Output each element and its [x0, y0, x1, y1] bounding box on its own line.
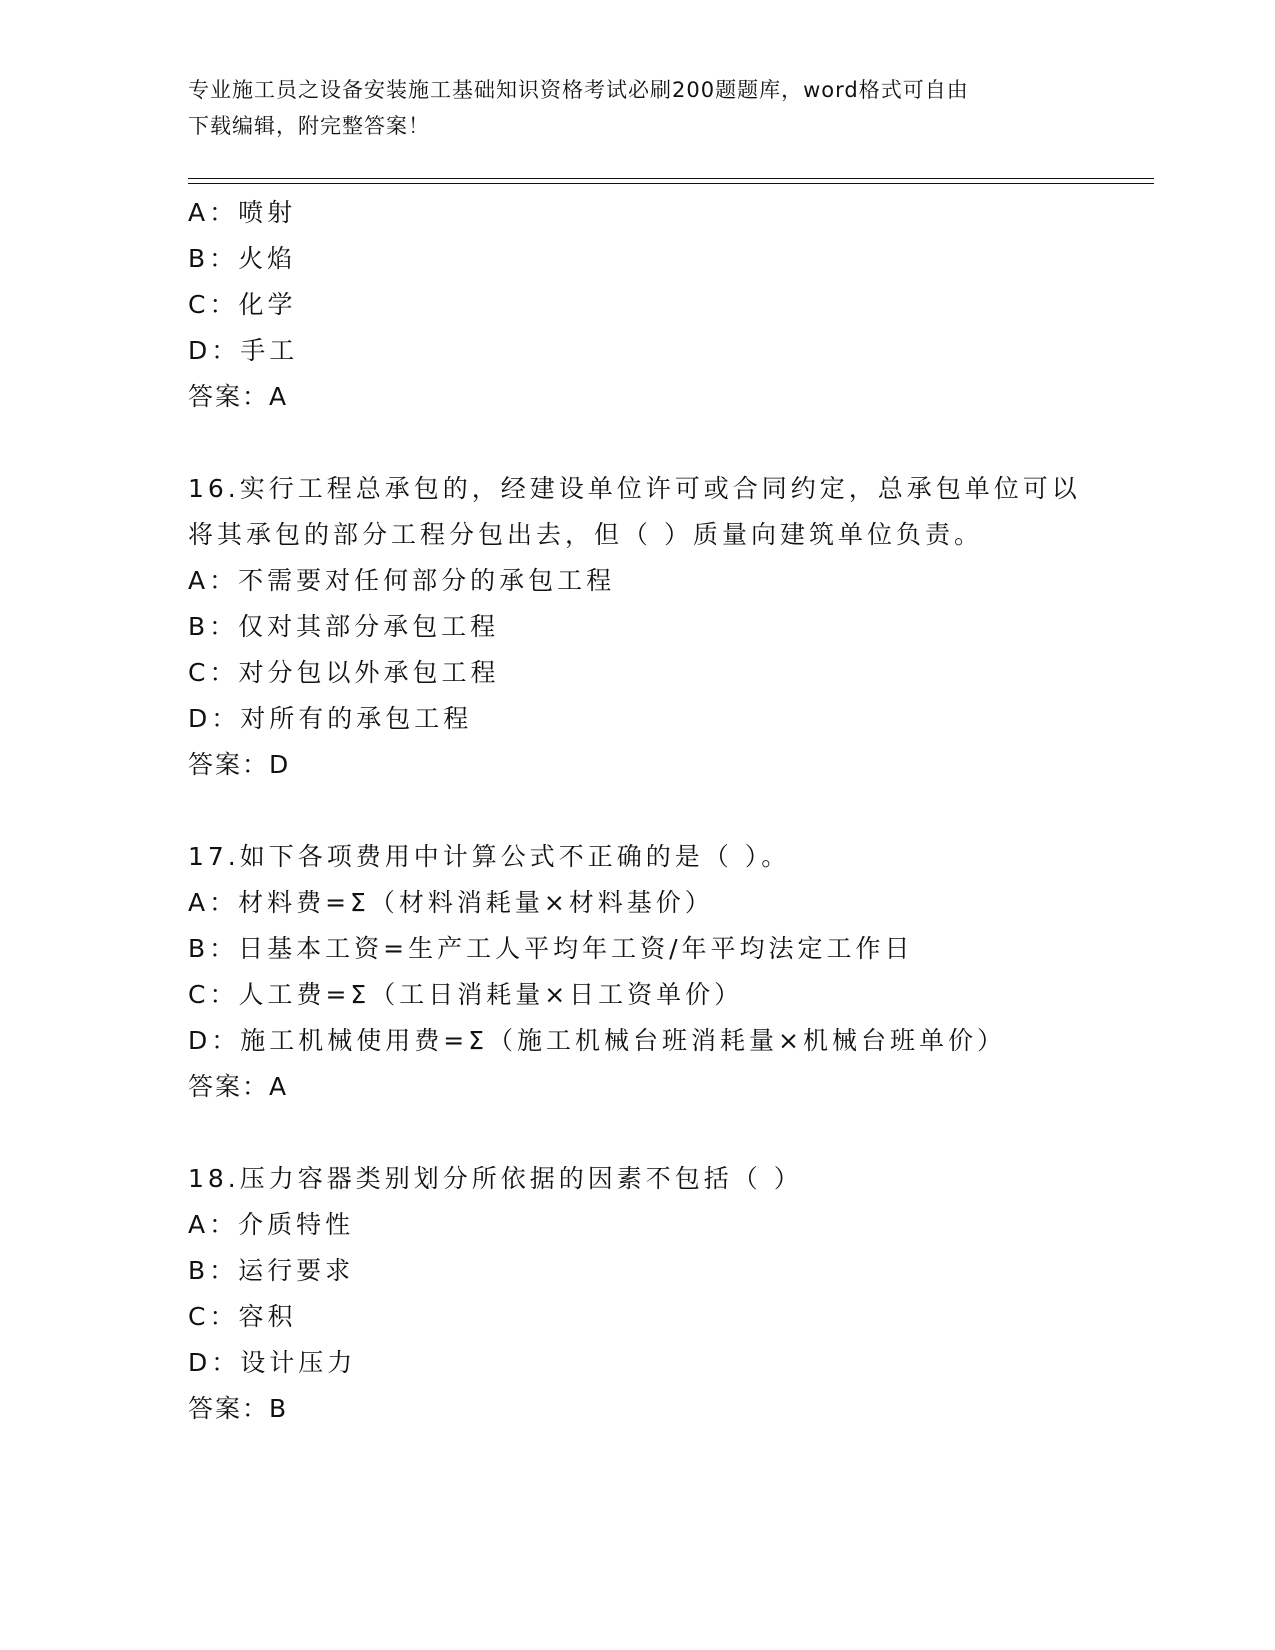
answer: 答案：A: [188, 1072, 289, 1101]
document-header: [188, 72, 1088, 144]
header-divider-top: [188, 178, 1154, 179]
header-line-2: 下载编辑，附完整答案！: [188, 114, 430, 138]
question-16: [188, 466, 1154, 788]
question-18: [188, 1156, 1154, 1432]
option-d: D：对所有的承包工程: [188, 704, 473, 733]
question-text: 17.如下各项费用中计算公式不正确的是（ ）。: [188, 842, 791, 871]
option-c: C：人工费=Σ（工日消耗量×日工资单价）: [188, 980, 744, 1009]
option-b: B：仅对其部分承包工程: [188, 612, 500, 641]
header-divider-bottom: [188, 183, 1154, 184]
option-a: A：喷射: [188, 198, 297, 227]
option-d: D：施工机械使用费=Σ（施工机械台班消耗量×机械台班单价）: [188, 1026, 1006, 1055]
spacer: [188, 1110, 1154, 1156]
option-d: D：设计压力: [188, 1348, 357, 1377]
question-15: [188, 190, 1154, 420]
question-text-line-1: 16.实行工程总承包的，经建设单位许可或合同约定，总承包单位可以: [188, 474, 1081, 503]
option-a: A：材料费=Σ（材料消耗量×材料基价）: [188, 888, 714, 917]
question-list: [188, 190, 1154, 1432]
option-c: C：容积: [188, 1302, 297, 1331]
question-text-line-2: 将其承包的部分工程分包出去，但（ ）质量向建筑单位负责。: [188, 520, 983, 549]
spacer: [188, 788, 1154, 834]
answer: 答案：B: [188, 1394, 289, 1423]
option-c: C：化学: [188, 290, 297, 319]
header-line-1: 专业施工员之设备安装施工基础知识资格考试必刷200题题库，word格式可自由: [188, 78, 969, 102]
option-a: A：介质特性: [188, 1210, 355, 1239]
option-c: C：对分包以外承包工程: [188, 658, 500, 687]
answer: 答案：D: [188, 750, 291, 779]
option-b: B：火焰: [188, 244, 297, 273]
spacer: [188, 420, 1154, 466]
answer: 答案：A: [188, 382, 289, 411]
option-b: B：日基本工资=生产工人平均年工资/年平均法定工作日: [188, 934, 914, 963]
option-a: A：不需要对任何部分的承包工程: [188, 566, 616, 595]
option-b: B：运行要求: [188, 1256, 355, 1285]
question-17: [188, 834, 1154, 1110]
question-text: 18.压力容器类别划分所依据的因素不包括（ ）: [188, 1164, 803, 1193]
option-d: D：手工: [188, 336, 299, 365]
